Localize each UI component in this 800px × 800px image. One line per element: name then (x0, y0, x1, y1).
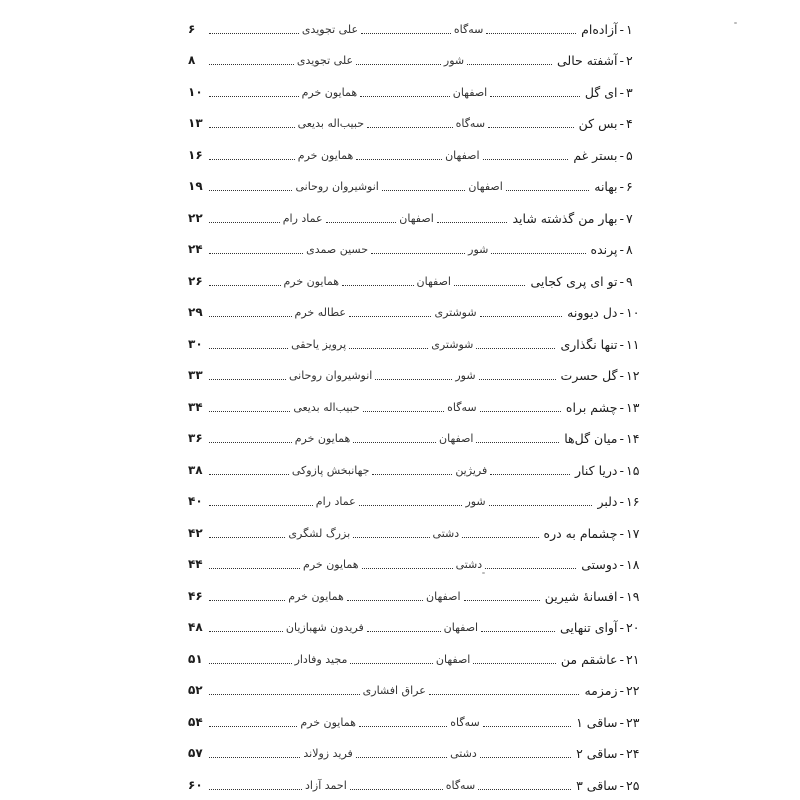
entry-number-separator: - (619, 210, 624, 226)
toc-entry (188, 385, 642, 417)
entry-title: دریا کنار (575, 462, 618, 478)
entry-title: تنها نگذاری (560, 336, 618, 352)
entry-composer: فریدون شهبازیان (285, 621, 364, 634)
entry-page-number: ۴۲ (188, 525, 203, 540)
toc-entry (188, 669, 642, 701)
entry-title: میان گل‌ها (564, 431, 618, 446)
entry-dastgah: شور (465, 495, 486, 508)
entry-number-separator: - (619, 746, 624, 761)
entry-composer: حسین صمدی (306, 243, 369, 256)
leader-dots (462, 537, 538, 538)
entry-dastgah: شوشتری (431, 337, 474, 351)
entry-page-number: ۳۸ (187, 462, 203, 477)
entry-dastgah: اصفهان (416, 274, 451, 288)
entry-number-separator: - (619, 273, 624, 289)
leader-dots (209, 505, 313, 506)
entry-dastgah: اصفهان (445, 148, 480, 162)
entry-number-separator: - (619, 179, 624, 194)
leader-dots (209, 631, 283, 632)
toc-entry (188, 322, 642, 354)
entry-composer: جهانبخش پازوکی (291, 463, 370, 477)
toc-entry (188, 133, 642, 165)
toc-entry (188, 511, 642, 543)
leader-dots (371, 253, 465, 254)
leader-dots (480, 757, 571, 758)
toc-entry (188, 448, 642, 480)
entry-number-separator: - (619, 431, 624, 446)
entry-dastgah: اصفهان (443, 621, 479, 634)
toc-entry (188, 196, 642, 228)
entry-number: ۲۲ (626, 683, 640, 698)
toc-entry (188, 543, 642, 575)
entry-number-separator: - (619, 116, 624, 131)
entry-dastgah: سه‌گاه (447, 400, 477, 414)
entry-number: ۲۱ (626, 651, 640, 667)
leader-dots (356, 159, 442, 160)
entry-number-separator: - (619, 494, 624, 509)
entry-composer: علی تجویدی (296, 54, 354, 67)
entry-composer: پرویز یاحقی (291, 337, 347, 351)
leader-dots (483, 159, 569, 160)
leader-dots (209, 190, 292, 191)
leader-dots (209, 222, 280, 223)
entry-page-number: ۵۴ (188, 714, 203, 729)
entry-number-separator: - (619, 651, 624, 667)
entry-title: ساقی ۱ (576, 714, 618, 730)
entry-page-number: ۸ (187, 53, 196, 67)
entry-page-number: ۱۰ (188, 84, 203, 99)
entry-dastgah: شور (468, 243, 489, 256)
entry-dastgah: اصفهان (452, 85, 488, 99)
leader-dots (209, 663, 292, 664)
entry-title: ساقی ۳ (576, 777, 618, 793)
entry-number: ۵ (626, 147, 633, 163)
entry-number-separator: - (619, 399, 624, 415)
entry-page-number: ۶ (188, 21, 196, 36)
entry-title: گل حسرت (560, 368, 618, 383)
entry-composer: همایون خرم (301, 85, 358, 99)
leader-dots (490, 96, 580, 97)
entry-composer: همایون خرم (303, 558, 359, 571)
entry-title: آوای تنهایی (560, 620, 618, 635)
toc-entry (188, 39, 642, 71)
entry-number: ۳ (626, 84, 633, 100)
leader-dots (209, 726, 297, 727)
toc-entry (188, 606, 642, 638)
entry-page-number: ۱۹ (188, 179, 203, 193)
entry-number: ۲ (626, 53, 633, 68)
leader-dots (209, 285, 281, 286)
entry-dastgah: دشتی (455, 558, 483, 571)
entry-number-separator: - (619, 525, 624, 541)
entry-dastgah: سه‌گاه (455, 117, 486, 130)
leader-dots (209, 348, 288, 349)
entry-dastgah: اصفهان (435, 652, 471, 666)
leader-dots (347, 600, 423, 601)
entry-dastgah: دشتی (432, 526, 460, 540)
entry-number: ۱۹ (626, 588, 640, 604)
entry-number: ۶ (626, 179, 633, 194)
entry-number: ۱۷ (626, 525, 640, 541)
leader-dots (209, 757, 300, 758)
leader-dots (367, 127, 453, 128)
leader-dots (483, 726, 571, 727)
toc-entry (188, 228, 642, 260)
entry-composer: علی تجویدی (301, 22, 359, 36)
entry-number: ۱۳ (626, 399, 640, 415)
entry-composer: انوشیروان روحانی (295, 180, 379, 193)
entry-number: ۴ (626, 116, 633, 131)
leader-dots (480, 411, 561, 412)
entry-page-number: ۵۷ (188, 746, 203, 760)
entry-composer: عماد رام (315, 495, 356, 508)
entry-page-number: ۲۶ (188, 273, 203, 288)
leader-dots (476, 348, 555, 349)
leader-dots (209, 127, 295, 128)
entry-composer: مجید وفادار (294, 652, 348, 666)
entry-number-separator: - (619, 462, 624, 478)
leader-dots (488, 127, 574, 128)
leader-dots (209, 316, 292, 317)
entry-title: آشفته حالی (557, 53, 618, 68)
toc-entry (188, 102, 642, 134)
entry-composer: عماد رام (282, 211, 323, 225)
entry-number-separator: - (619, 777, 624, 793)
leader-dots (367, 631, 441, 632)
leader-dots (437, 222, 508, 223)
entry-number: ۹ (626, 273, 633, 289)
entry-dastgah: عراق افشاری (362, 684, 426, 697)
paper-speck (734, 22, 737, 24)
leader-dots (479, 379, 556, 380)
entry-composer: همایون خرم (294, 432, 351, 445)
leader-dots (209, 442, 292, 443)
entry-title: چشمام به دره (543, 525, 618, 541)
leader-dots (209, 789, 302, 790)
table-of-contents (188, 7, 642, 795)
leader-dots (473, 663, 556, 664)
entry-composer: همایون خرم (297, 148, 354, 162)
entry-dastgah: فریژین (455, 463, 488, 477)
entry-page-number: ۲۹ (188, 305, 203, 319)
entry-dastgah: سه‌گاه (453, 22, 484, 36)
entry-dastgah: اصفهان (426, 589, 461, 603)
entry-page-number: ۲۲ (188, 210, 203, 225)
entry-title: دلبر (597, 494, 618, 509)
entry-page-number: ۱۶ (188, 147, 203, 162)
leader-dots (349, 348, 428, 349)
toc-entry (188, 70, 642, 102)
leader-dots (349, 316, 432, 317)
entry-dastgah: اصفهان (399, 211, 434, 225)
entry-number: ۱ (626, 21, 633, 37)
entry-dastgah: اصفهان (439, 432, 474, 445)
leader-dots (382, 190, 465, 191)
toc-entry (188, 763, 642, 795)
entry-number: ۲۰ (626, 620, 640, 635)
entry-dastgah: شوشتری (434, 306, 477, 319)
entry-number: ۱۰ (626, 305, 640, 320)
toc-entry (188, 480, 642, 512)
leader-dots (326, 222, 397, 223)
leader-dots (476, 442, 559, 443)
entry-number: ۱۸ (626, 557, 640, 572)
entry-composer: بزرگ لشگری (288, 526, 351, 540)
entry-dastgah: شور (443, 54, 465, 67)
leader-dots (360, 96, 450, 97)
entry-number-separator: - (619, 84, 624, 100)
leader-dots (454, 285, 526, 286)
toc-entry (188, 700, 642, 732)
leader-dots (209, 411, 290, 412)
entry-title: تو ای پری کجایی (530, 273, 618, 289)
entry-page-number: ۴۰ (188, 494, 203, 508)
leader-dots (481, 631, 555, 632)
entry-number-separator: - (619, 557, 624, 572)
entry-page-number: ۳۴ (187, 399, 203, 414)
leader-dots (209, 600, 285, 601)
entry-dastgah: شور (455, 369, 476, 382)
entry-page-number: ۳۳ (188, 368, 203, 382)
leader-dots (342, 285, 414, 286)
leader-dots (353, 537, 429, 538)
entry-number-separator: - (619, 588, 624, 604)
entry-title: ساقی ۲ (576, 746, 618, 761)
leader-dots (209, 96, 299, 97)
leader-dots (429, 694, 580, 695)
entry-composer: حبیب‌اله بدیعی (293, 400, 360, 414)
entry-title: بستر غم (573, 147, 618, 163)
leader-dots (489, 505, 593, 506)
toc-entry (188, 637, 642, 669)
entry-composer: فرید زولاند (303, 747, 353, 760)
entry-number: ۲۳ (626, 714, 640, 730)
entry-title: ای گل (584, 84, 618, 100)
leader-dots (375, 379, 452, 380)
entry-number-separator: - (619, 21, 624, 37)
paper-speck (482, 572, 485, 574)
entry-page-number: ۶۰ (188, 777, 203, 792)
leader-dots (209, 64, 294, 65)
entry-number: ۱۶ (626, 494, 640, 509)
entry-page-number: ۱۳ (188, 116, 203, 130)
leader-dots (464, 600, 540, 601)
entry-composer: عطاله خرم (294, 306, 346, 319)
leader-dots (506, 190, 589, 191)
entry-number: ۱۲ (626, 368, 640, 383)
entry-composer: انوشیروان روحانی (289, 369, 373, 382)
entry-title: زمزمه (584, 683, 618, 698)
toc-entry (188, 574, 642, 606)
leader-dots (362, 568, 453, 569)
entry-number: ۷ (626, 210, 633, 226)
leader-dots (372, 474, 452, 475)
leader-dots (363, 411, 444, 412)
leader-dots (491, 253, 585, 254)
leader-dots (209, 568, 300, 569)
entry-composer: حبیب‌اله بدیعی (297, 117, 364, 130)
leader-dots (478, 789, 571, 790)
leader-dots (209, 537, 285, 538)
entry-dastgah: دشتی (450, 747, 477, 760)
leader-dots (209, 33, 299, 34)
entry-number-separator: - (619, 305, 624, 320)
toc-entry (188, 165, 642, 197)
entry-title: آزاده‌ام (581, 21, 618, 37)
entry-number: ۱۱ (626, 336, 640, 352)
entry-title: بهانه (594, 179, 618, 194)
entry-title: بهار من گذشته شاید (512, 210, 618, 226)
leader-dots (359, 726, 447, 727)
toc-entry (188, 732, 642, 764)
entry-number-separator: - (619, 336, 624, 352)
entry-page-number: ۴۸ (188, 620, 203, 634)
entry-composer: همایون خرم (283, 274, 340, 288)
entry-page-number: ۵۱ (188, 651, 203, 666)
toc-entry (188, 291, 642, 323)
leader-dots (361, 33, 451, 34)
entry-page-number: ۳۰ (188, 336, 203, 351)
toc-entry (188, 7, 642, 39)
entry-title: افسانهٔ شیرین (544, 588, 618, 604)
entry-dastgah: سه‌گاه (445, 778, 476, 792)
leader-dots (467, 64, 552, 65)
entry-number-separator: - (619, 683, 624, 698)
leader-dots (209, 159, 295, 160)
entry-number: ۲۵ (626, 777, 640, 793)
entry-number-separator: - (619, 53, 624, 68)
toc-entry (188, 417, 642, 449)
entry-number: ۱۵ (626, 462, 640, 478)
entry-composer: همایون خرم (300, 715, 356, 729)
leader-dots (209, 694, 360, 695)
entry-number: ۸ (626, 242, 633, 257)
entry-number-separator: - (619, 147, 624, 163)
entry-dastgah: سه‌گاه (450, 715, 480, 729)
entry-number: ۱۴ (626, 431, 640, 446)
leader-dots (350, 789, 443, 790)
entry-title: دوستی (581, 557, 618, 572)
entry-title: پرنده (590, 242, 618, 257)
entry-number-separator: - (619, 368, 624, 383)
entry-title: چشم براه (565, 399, 618, 415)
entry-composer: همایون خرم (288, 589, 344, 603)
entry-title: دل دیوونه (567, 305, 618, 320)
entry-composer: احمد آزاد (304, 778, 347, 792)
leader-dots (209, 253, 303, 254)
leader-dots (485, 568, 576, 569)
entry-page-number: ۴۴ (187, 557, 203, 571)
entry-number: ۲۴ (626, 746, 640, 761)
entry-page-number: ۲۴ (187, 242, 203, 256)
leader-dots (356, 757, 447, 758)
entry-dastgah: اصفهان (468, 180, 503, 193)
leader-dots (490, 474, 570, 475)
leader-dots (486, 33, 576, 34)
entry-page-number: ۴۶ (188, 588, 203, 603)
entry-page-number: ۵۲ (187, 683, 203, 697)
leader-dots (209, 474, 289, 475)
leader-dots (356, 64, 441, 65)
leader-dots (209, 379, 286, 380)
entry-title: بس کن (578, 116, 618, 131)
leader-dots (353, 442, 436, 443)
entry-number-separator: - (619, 620, 624, 635)
leader-dots (359, 505, 463, 506)
entry-title: عاشقم من (560, 651, 618, 667)
entry-number-separator: - (619, 242, 624, 257)
leader-dots (350, 663, 433, 664)
entry-page-number: ۳۶ (188, 431, 203, 445)
toc-entry (188, 354, 642, 386)
leader-dots (480, 316, 563, 317)
entry-number-separator: - (619, 714, 624, 730)
toc-entry (188, 259, 642, 291)
